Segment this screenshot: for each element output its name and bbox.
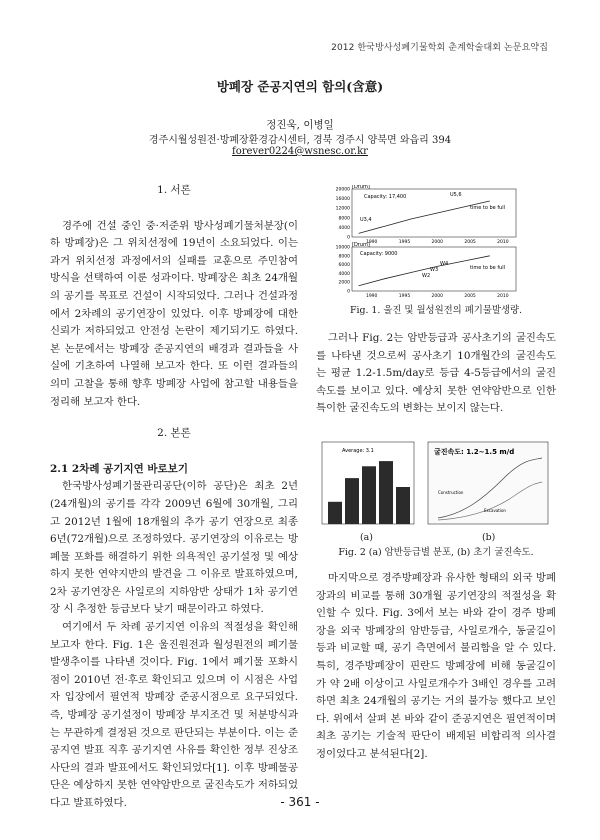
section-heading-intro: 1. 서론 xyxy=(157,184,191,196)
fig1-top-y-tick-0: 0 xyxy=(347,235,350,241)
fig1-top-y-tick-1: 4000 xyxy=(338,225,350,231)
page-number: - 361 - xyxy=(280,795,320,809)
fig1-bottom-x-tick-2: 2000 xyxy=(431,294,444,299)
fig1-top-y-tick-2: 8000 xyxy=(338,216,350,222)
paper-title: 방폐장 준공지연의 함의(含意) xyxy=(216,79,384,94)
fig2-caption: Fig. 2 (a) 암반등급별 분포, (b) 초기 굴진속도. xyxy=(338,547,534,558)
fig1-bottom-x-ticks xyxy=(366,293,509,299)
fig1-top-series-line xyxy=(359,201,490,233)
fig1-top-x-tick-2: 2000 xyxy=(431,240,444,245)
right-column-upper xyxy=(316,330,556,418)
fig1-caption: Fig. 1. 울진 및 월성원전의 폐기물발생량. xyxy=(349,305,523,316)
fig2b-legend-2: Excavation xyxy=(484,508,506,513)
email-link[interactable]: forever0224@wsnesc.or.kr xyxy=(232,146,368,157)
right-paragraph-1: 그러나 Fig. 2는 암반등급과 공사초기의 굴진속도를 나타낸 것으로써 공사초기 10개월간의 굴진속도는 평균 1.2-1.5m/day로 등급 4-5등급에서의 굴진속도를 보이고 있다. 예상치 못한 연약암반으로 인한 특이한 굴진속도의 변화는 보이지 않는다. xyxy=(316,332,556,415)
fig1-top-y-ticks xyxy=(336,187,350,241)
fig1-top-x-tick-3: 2005 xyxy=(464,240,476,245)
fig1-top-series2-label: U5,6 xyxy=(450,192,462,198)
fig2b-legend-1: Construction xyxy=(438,490,464,495)
fig1-svg xyxy=(330,185,520,300)
figure-2a xyxy=(312,438,418,533)
fig2b-svg xyxy=(424,438,552,533)
fig1-bottom-x-tick-1: 1995 xyxy=(398,294,411,299)
fig1-top-x-tick-1: 1995 xyxy=(398,240,411,245)
fig1-bottom-y-ticks xyxy=(336,245,350,295)
fig1-bottom-capacity: Capacity: 9000 xyxy=(360,251,398,257)
fig2a-bar-3 xyxy=(362,466,376,524)
fig2a-annotation: Average: 3.1 xyxy=(342,448,374,454)
fig1-top-series-label: U3,4 xyxy=(360,217,372,223)
fig1-top-annotation: time to be full xyxy=(470,205,506,211)
fig2a-bar-2 xyxy=(345,478,359,524)
fig1-bottom-series-label: W4 xyxy=(440,261,449,267)
right-column-lower xyxy=(316,570,556,764)
figure-2b xyxy=(424,438,552,533)
fig1-bottom-y-tick-5: 10000 xyxy=(335,245,350,251)
fig1-top-x-tick-0: 1990 xyxy=(365,240,378,245)
intro-paragraph: 경주에 건설 중인 중·저준위 방사성폐기물처분장(이하 방폐장)은 그 위치선정에 19년이 소요되었다. 이는 과거 위치선정 과정에서의 실패를 교훈으로 주민참여 방식을 선택하여 이룬 성과이다. 방폐장은 최초 24개월의 공기를 목표로 건설이 시작되었다. 그러나 건설과정에서 2차례의 공기연장이 있었다. 이후 방폐장에 대한 신뢰가 저하되었고 안전성 논란이 제기되기도 하였다. 본 논문에서는 방폐장 준공지연의 배경과 결과들을 사실에 기초하여 나열해 보고자 한다. 또 이런 결과들의 의미 고찰을 통해 향후 방폐장 사업에 참고할 내용들을 정리해 보고자 한다. xyxy=(50,219,298,408)
paper-affiliation: 경주시월성원전·방폐장환경감시센터, 경북 경주시 양북면 와읍리 394 xyxy=(148,135,452,146)
paper-email[interactable] xyxy=(0,146,600,157)
fig1-bottom-series2-label: W3 xyxy=(430,267,439,273)
section-heading-body: 2. 본론 xyxy=(157,427,191,440)
fig2b-label: (b) xyxy=(482,532,496,543)
subsection-heading: 2.1 2차례 공기지연 바로보기 xyxy=(50,462,188,475)
fig2a-svg xyxy=(312,438,418,533)
fig1-bottom-annotation: time to be full xyxy=(470,265,506,271)
fig1-top-y-tick-4: 16000 xyxy=(335,197,350,203)
left-column xyxy=(50,182,298,813)
body-paragraph-2: 여기에서 두 차례 공기지연 이유의 적절성을 확인해 보고자 한다. Fig. 1은 울진원전과 월성원전의 폐기물 발생추이를 나타낸 것이다. Fig. 1에서 폐기물 포화시점이 2010년 전·후로 확인되고 있으며 이 시점은 사업자 입장에서 필연적 방폐장 준공시점으로 요구되었다. 즉, 방폐장 공기설정이 방폐장 부지조건 및 처분방식과는 무관하게 결정된 것으로 판단되는 부분이다. 이는 준공지연 발표 직후 공기지연 사유를 확인한 정부 진상조사단의 결과 발표에서도 확인되었다[1]. 이후 방폐물공단은 예상하지 못한 연약암반으로 굴진속도가 저하되었다고 발표하였다. xyxy=(50,621,298,809)
fig1-top-capacity: Capacity: 17,400 xyxy=(364,194,407,200)
fig1-top-y-tick-5: 20000 xyxy=(335,187,350,193)
fig1-bottom-x-tick-4: 2010 xyxy=(497,294,509,299)
fig1-bottom-y-tick-4: 8000 xyxy=(338,254,350,260)
fig1-bottom-x-tick-0: 1990 xyxy=(365,294,378,299)
right-paragraph-2: 마지막으로 경주방폐장과 유사한 형태의 외국 방폐장과의 비교를 통해 30개월 공기연장의 적절성을 확인할 수 있다. Fig. 3에서 보는 바와 같이 경주 방폐장을 외국 방폐장의 암반등급, 사일로개수, 동굴길이 등과 비교할 때, 공기 측면에서 불리함을 알 수 있다. 특히, 경주방폐장이 핀란드 방폐장에 비해 동굴길이가 약 2배 이상이고 사일로개수가 3배인 경우를 고려하면 최초 24개월의 공기는 거의 불가능 했다고 보인다. 위에서 살펴 본 바와 같이 준공지연은 필연적이며 최초 공기는 기술적 판단이 배제된 비합리적 의사결정이었다고 분석된다[2]. xyxy=(316,572,556,760)
running-header: 2012 한국방사성폐기물학회 춘계학술대회 논문요약집 xyxy=(331,43,548,53)
fig1-bottom-y-tick-0: 0 xyxy=(347,289,350,295)
body-paragraph-1: 한국방사성폐기물관리공단(이하 공단)은 최초 2년(24개월)의 공기를 각각 2009년 6월에 30개월, 그리고 2012년 1월에 18개월의 추가 공기 연장으로 최종 6년(72개월)으로 조정하였다. 공기연장의 이유로는 방폐물 포화를 해결하기 위한 의욕적인 공기설정 및 예상하지 못한 연약지반의 발견을 그 이유로 발표하였으며, 2차 공기연장은 사일로의 지하암반 상태가 1차 공기연장 시 추정한 등급보다 낮기 때문이라고 하였다. xyxy=(50,480,298,616)
fig2a-bars xyxy=(328,461,410,524)
paper-authors: 정진욱, 이병일 xyxy=(266,119,334,131)
fig1-top-y-tick-3: 12000 xyxy=(335,206,350,212)
fig2b-title: 굴진속도: 1.2~1.5 m/d xyxy=(434,448,515,456)
fig1-bottom-y-tick-3: 6000 xyxy=(338,263,350,269)
fig1-top-x-tick-4: 2010 xyxy=(497,240,509,245)
fig1-bottom-y-tick-1: 2000 xyxy=(338,280,350,286)
figure-1 xyxy=(330,185,520,300)
fig1-top-unit: [Drum] xyxy=(352,185,370,190)
fig1-bottom-y-tick-2: 4000 xyxy=(338,271,350,277)
fig1-bottom-x-tick-3: 2005 xyxy=(464,294,476,299)
fig1-bottom-series3-label: W2 xyxy=(422,273,431,279)
fig2a-bar-4 xyxy=(379,461,393,524)
fig2a-bar-1 xyxy=(328,502,342,524)
fig1-bottom-unit: [Drum] xyxy=(352,242,370,248)
fig2a-label: (a) xyxy=(360,532,373,543)
fig2a-bar-5 xyxy=(396,487,410,524)
fig1-top-x-ticks xyxy=(366,239,509,245)
